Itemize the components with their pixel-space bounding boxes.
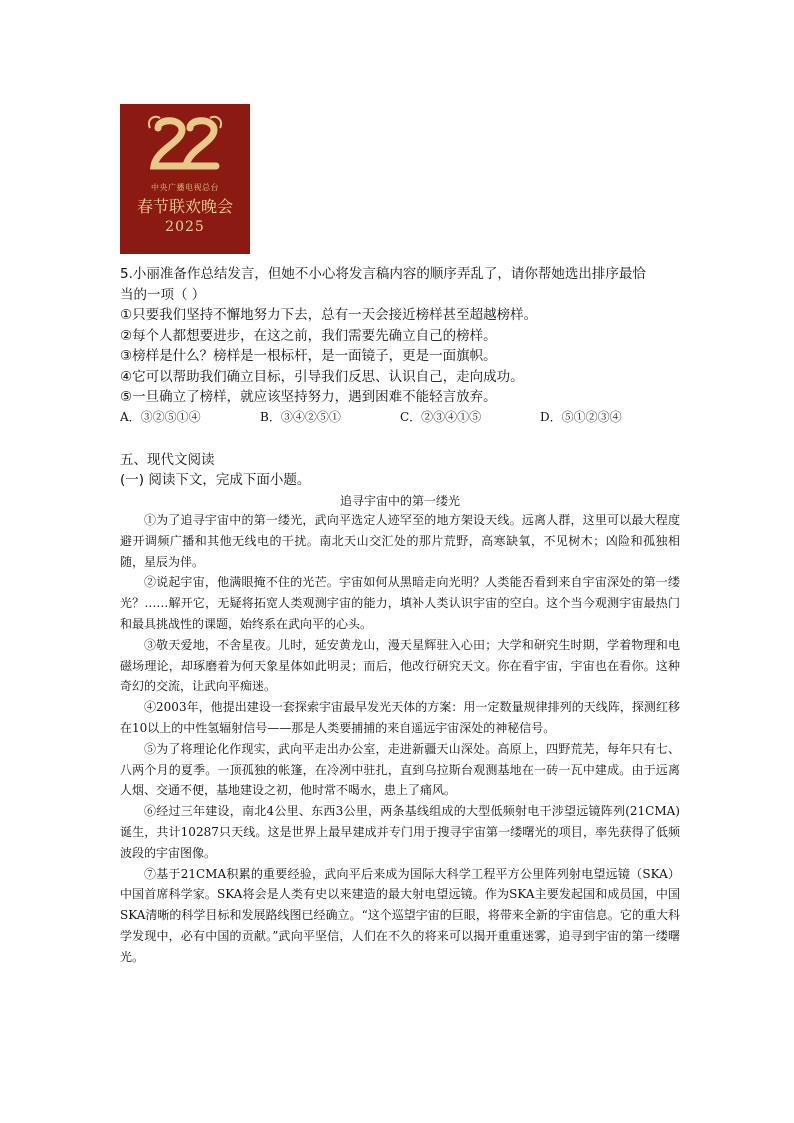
option-a[interactable]: A．③②⑤①④ <box>120 409 201 424</box>
question-5 <box>120 264 680 426</box>
option-b[interactable]: B．③④②⑤① <box>260 409 341 424</box>
logo-year: 2025 <box>165 219 205 235</box>
article-paragraph-4: ④2003年，他提出建设一套探索宇宙最早发光天体的方案：用一定数量规律排列的天线阵，探测红移在10以上的中性氢辐射信号——那是人类要捕捕的来自遥远宇宙深处的神秘信号。 <box>120 700 680 735</box>
spring-festival-gala-logo <box>120 104 250 254</box>
sentence-4: ④它可以帮助我们确立目标，引导我们反思、认识自己，走向成功。 <box>120 368 524 385</box>
sentence-5: ⑤一旦确立了榜样，就应该坚持努力，遇到困难不能轻言放弃。 <box>120 389 497 405</box>
sentence-1: ①只要我们坚持不懈地努力下去，总有一天会接近榜样甚至超越榜样。 <box>120 307 538 323</box>
article-paragraph-7: ⑦基于21CMA积累的重要经验，武向平后来成为国际大科学工程平方公里阵列射电望远镜（SKA）中国首席科学家。SKA将会是人类有史以来建造的最大射电望远镜。作为SKA主要发起国和成员国，中国SKA清晰的科学目标和发展路线图已经确立。“这个巡望宇宙的巨眼，将带来全新的宇宙信息。它的重大科学发现中，必有中国的贡献。”武向平坚信，人们在不久的将来可以揭开重重迷雾，追寻到宇宙的第一缕曙光。 <box>120 866 680 964</box>
question-stem-line-1: 5.小丽准备作总结发言，但她不小心将发言稿内容的顺序弄乱了，请你帮她选出排序最恰 <box>120 266 646 282</box>
sentence-3: ③榜样是什么？榜样是一根标杆，是一面镜子，更是一面旗帜。 <box>120 348 497 364</box>
answer-options <box>120 408 680 426</box>
option-d[interactable]: D．⑤①②③④ <box>540 409 622 424</box>
article-paragraph-1: ①为了追寻宇宙中的第一缕光，武向平选定人迹罕至的地方架设天线。远离人群，这里可以最大程度避开调频广播和其他无线电的干扰。南北天山交汇处的那片荒野，高寒缺氧，不见树木；凶险和孤独相随，星辰为伴。 <box>120 513 680 569</box>
question-stem-line-2: 当的一项（ ） <box>120 286 206 303</box>
article-body <box>120 510 680 968</box>
section-heading-block <box>120 450 680 490</box>
article-paragraph-5: ⑤为了将理论化作现实，武向平走出办公室，走进新疆天山深处。高原上，四野荒芜，每年只有七、八两个月的夏季。一顶孤独的帐篷，在冷冽中驻扎，直到乌拉斯台观测基地在一砖一瓦中建成。由于远离人烟、交通不便，基地建设之初，他时常不喝水，患上了痛风。 <box>120 741 680 798</box>
logo-broadcaster-text: 中央广播电视总台 <box>151 183 219 192</box>
article-title: 追寻宇宙中的第一缕光 <box>339 494 460 508</box>
section-subheading: (一) 阅读下文，完成下面小题。 <box>120 472 311 488</box>
gala-emblem-icon <box>120 104 250 184</box>
sentence-2: ②每个人都想要进步，在这之前，我们需要先确立自己的榜样。 <box>120 327 497 344</box>
logo-gala-title: 春节联欢晚会 <box>136 197 233 216</box>
article-paragraph-2: ②说起宇宙，他满眼掩不住的光芒。宇宙如何从黑暗走向光明？人类能否看到来自宇宙深处的第一缕光？……解开它，无疑将拓宽人类观测宇宙的能力，填补人类认识宇宙的空白。这个当今观测宇宙最热门和最具挑战性的课题，始终系在武向平的心头。 <box>120 575 680 631</box>
article-paragraph-3: ③敬天爱地，不舍星夜。儿时，延安黄龙山，漫天星辉驻入心田；大学和研究生时期，学着物理和电磁场理论，却琢磨着为何天象星体如此明灵；而后，他改行研究天文。你在看宇宙，宇宙也在看你。这种奇幻的交流，让武向平痴迷。 <box>120 637 680 694</box>
article-paragraph-6: ⑥经过三年建设，南北4公里、东西3公里，两条基线组成的大型低频射电干涉望远镜阵列(21CMA)诞生，共计10287只天线。这是世界上最早建成并专门用于搜寻宇宙第一缕曙光的项目，率先获得了低频波段的宇宙图像。 <box>120 804 680 860</box>
section-heading: 五、现代文阅读 <box>120 452 215 468</box>
option-c[interactable]: C．②③④①⑤ <box>400 409 482 424</box>
